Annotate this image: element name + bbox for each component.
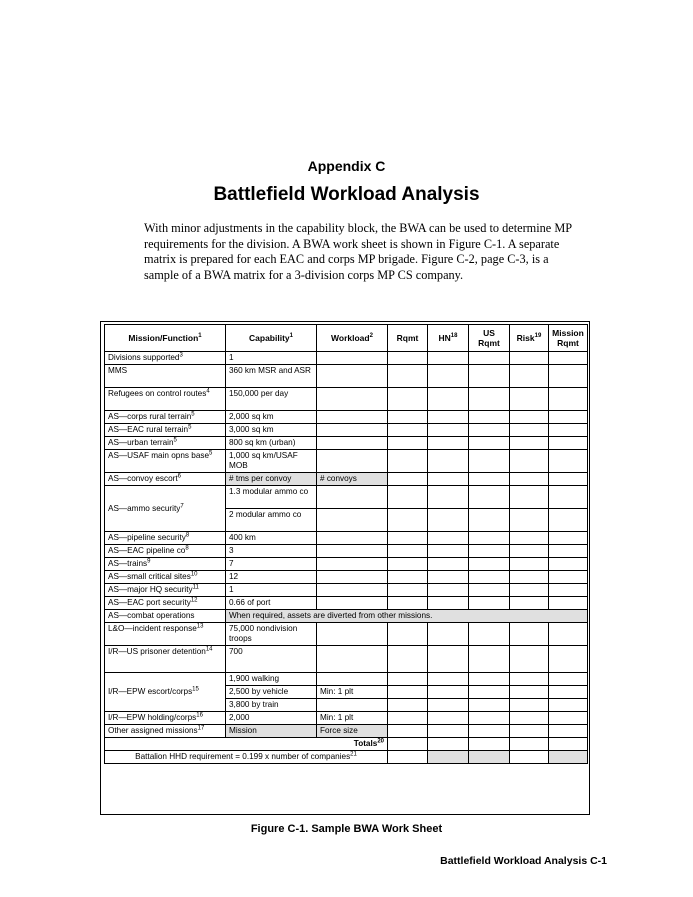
capability-cell: 3,000 sq km (226, 424, 317, 437)
table-row (105, 424, 588, 437)
col-workload: Workload$^2$ (317, 325, 388, 352)
mission-cell: AS—trains$^9$ (105, 558, 226, 571)
mission-cell: AS—corps rural terrain$^5$ (105, 411, 226, 424)
hhd-requirement-label: Battalion HHD requirement = 0.199 x number of companies$^{21}$ (105, 751, 388, 764)
mission-cell: AS—USAF main opns base$^5$ (105, 450, 226, 473)
mission-cell: AS—EAC rural terrain$^5$ (105, 424, 226, 437)
header-row (105, 325, 588, 352)
page-title: Battlefield Workload Analysis (213, 184, 480, 205)
capability-cell: 2,000 sq km (226, 411, 317, 424)
capability-cell: 0.66 of port (226, 597, 317, 610)
table-row (105, 646, 588, 673)
table-row (105, 558, 588, 571)
mission-cell: MMS (105, 365, 226, 388)
page-footer: Battlefield Workload Analysis C-1 (440, 855, 607, 867)
capability-cell: 1 (226, 584, 317, 597)
table-row (105, 545, 588, 558)
bwa-work-sheet-table (104, 324, 588, 764)
capability-cell: 3,800 by train (226, 699, 317, 712)
mission-cell: I/R—US prisoner detention$^{14}$ (105, 646, 226, 673)
capability-cell: 800 sq km (urban) (226, 437, 317, 450)
table-row (105, 486, 588, 509)
mission-cell: AS—major HQ security$^{11}$ (105, 584, 226, 597)
col-hn: HN$^{18}$ (428, 325, 469, 352)
col-rqmt: Rqmt (388, 325, 428, 352)
capability-cell: 7 (226, 558, 317, 571)
capability-cell: 2 modular ammo co (226, 509, 317, 532)
table-row (105, 532, 588, 545)
capability-cell: 360 km MSR and ASR (226, 365, 317, 388)
table-row (105, 597, 588, 610)
col-mission-rqmt: Mission Rqmt (549, 325, 588, 352)
capability-cell: 700 (226, 646, 317, 673)
table-row (105, 584, 588, 597)
table-row (105, 352, 588, 365)
combat-note-cell: When required, assets are diverted from other missions. (226, 610, 588, 623)
mission-cell: Refugees on control routes$^4$ (105, 388, 226, 411)
mission-cell: AS—EAC pipeline $co^8$ (105, 545, 226, 558)
mission-cell: AS—combat operations (105, 610, 226, 623)
capability-cell: 75,000 nondivision troops (226, 623, 317, 646)
totals-label: Totals$^{20}$ (105, 738, 388, 751)
capability-cell: 150,000 per day (226, 388, 317, 411)
capability-cell: 1,000 sq km/USAF MOB (226, 450, 317, 473)
table-row (105, 411, 588, 424)
hhd-row (105, 751, 588, 764)
mission-cell: AS—EAC port security$^{12}$ (105, 597, 226, 610)
mission-cell: Divisions supported$^3$ (105, 352, 226, 365)
mission-cell: AS—convoy escort$^6$ (105, 473, 226, 486)
figure-caption: Figure C-1. Sample BWA Work Sheet (250, 823, 443, 835)
capability-cell: 1 (226, 352, 317, 365)
col-us-rqmt: US Rqmt (469, 325, 510, 352)
capability-cell: 2,000 (226, 712, 317, 725)
table-row (105, 610, 588, 623)
workload-cell: Force size (317, 725, 388, 738)
capability-cell: # tms per convoy (226, 473, 317, 486)
mission-cell: L&O—incident response$^{13}$ (105, 623, 226, 646)
table-row (105, 388, 588, 411)
mission-cell: I/R—EPW holding/corps$^{16}$ (105, 712, 226, 725)
table-row (105, 365, 588, 388)
table-row (105, 571, 588, 584)
capability-cell: 400 km (226, 532, 317, 545)
workload-cell: # convoys (317, 473, 388, 486)
totals-row (105, 738, 588, 751)
capability-cell: 12 (226, 571, 317, 584)
capability-cell: 2,500 by vehicle (226, 686, 317, 699)
mission-cell: AS—small critical sites$^{10}$ (105, 571, 226, 584)
table-row (105, 623, 588, 646)
table-row (105, 725, 588, 738)
table-row (105, 473, 588, 486)
mission-cell: AS—ammo security$^7$ (105, 486, 226, 532)
capability-cell: 1,900 walking (226, 673, 317, 686)
col-risk: Risk$^{19}$ (510, 325, 549, 352)
mission-cell: Other assigned missions$^{17}$ (105, 725, 226, 738)
table-row (105, 437, 588, 450)
mission-cell: I/R—EPW escort/corps$^{15}$ (105, 673, 226, 712)
table-row (105, 450, 588, 473)
mission-cell: AS—pipeline security$^8$ (105, 532, 226, 545)
capability-cell: 3 (226, 545, 317, 558)
col-mission-function: Mission/Function$^1$ (105, 325, 226, 352)
capability-cell: Mission (226, 725, 317, 738)
table-row (105, 712, 588, 725)
table-row (105, 673, 588, 686)
appendix-label: Appendix C (307, 158, 386, 174)
mission-cell: AS—urban terrain$^5$ (105, 437, 226, 450)
workload-cell: Min: 1 plt (317, 712, 388, 725)
col-capability: Capability$^1$ (226, 325, 317, 352)
capability-cell: 1.3 modular ammo co (226, 486, 317, 509)
workload-cell: Min: 1 plt (317, 686, 388, 699)
intro-paragraph: With minor adjustments in the capability block, the BWA can be used to determine MP requirements for the division. A BWA work sheet is shown in Figure C-1. A separate matrix is prepared for each EAC and corps MP brigade. Figure C-2, page C-3, is a sample of a BWA matrix for a 3-division corps MP CS company. (144, 221, 572, 282)
